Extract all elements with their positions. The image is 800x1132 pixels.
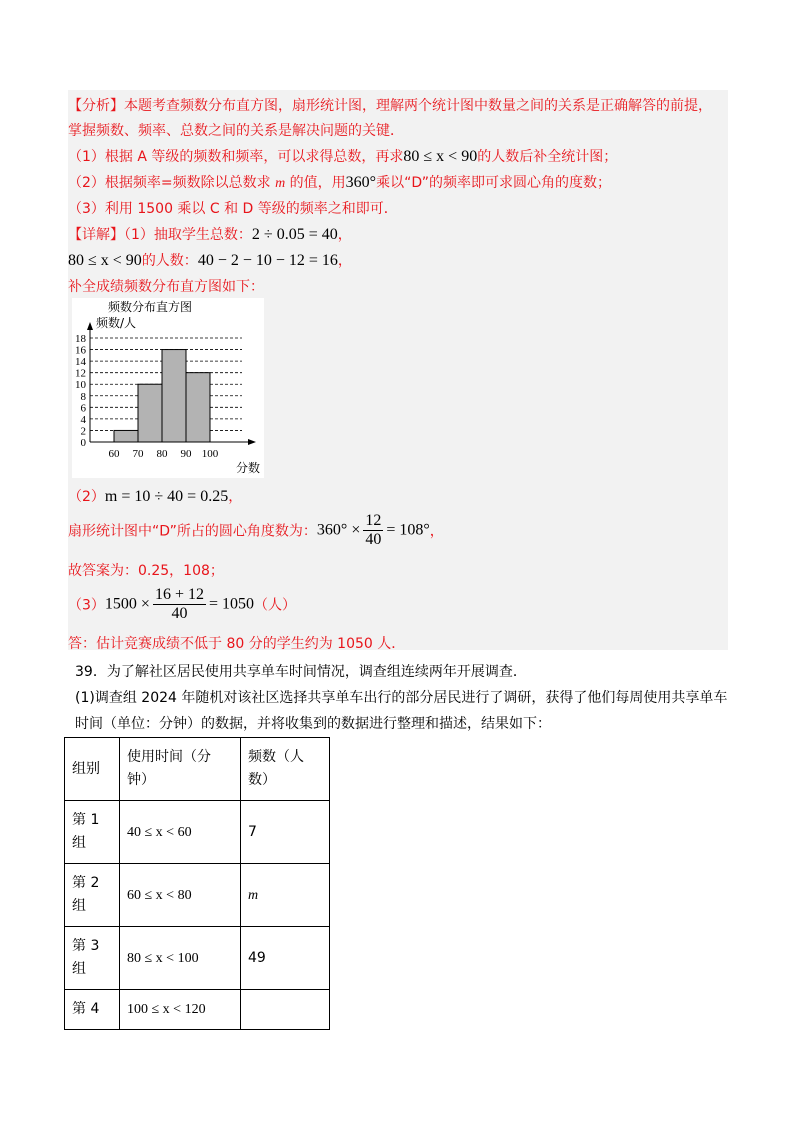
- x-tick-label: 100: [201, 448, 219, 460]
- sector-math-2: = 108°: [386, 521, 430, 539]
- part-2: [68, 486, 242, 506]
- histogram-bar: [114, 430, 138, 442]
- range-cell: 60 ≤ x < 80: [120, 864, 241, 927]
- part-3-math-1: 1500 ×: [104, 595, 150, 613]
- sector-denominator: 40: [365, 531, 382, 548]
- count-cell: 7: [241, 801, 330, 864]
- detail-line-1: [68, 224, 352, 244]
- y-tick-label: 6: [80, 402, 86, 415]
- y-tick-label: 8: [80, 390, 86, 403]
- x-axis-label: 分数: [236, 461, 261, 475]
- table-row: [65, 927, 330, 990]
- group-label: 第 4: [72, 1001, 100, 1017]
- histogram-bar: [138, 384, 162, 442]
- group-cell: [65, 801, 120, 864]
- table-header-row: [65, 738, 330, 801]
- group-label-2: 组: [72, 835, 86, 851]
- part-2-text: （2）: [68, 489, 105, 505]
- data-table: [64, 737, 330, 1030]
- step-2-text-c: 乘以“D”的频率即可求圆心角的度数；: [376, 175, 611, 191]
- part-3-denominator: 40: [171, 605, 188, 622]
- sector-text: 扇形统计图中“D”所占的圆心角度数为：: [68, 523, 317, 540]
- part-3-fraction: [153, 586, 206, 623]
- step-1-text: （1）根据 A 等级的频数和频率，可以求得总数，再求: [68, 149, 404, 165]
- group-label-2: 组: [72, 898, 86, 914]
- x-tick-label: 70: [132, 448, 144, 460]
- x-tick-label: 90: [180, 448, 192, 460]
- group-label: 第 1: [72, 812, 100, 828]
- group-label: 第 3: [72, 938, 100, 954]
- sector-numerator: 12: [365, 512, 382, 529]
- y-tick-label: 14: [75, 356, 86, 369]
- group-label-2: 组: [72, 961, 86, 977]
- part-3-unit: （人）: [254, 597, 297, 614]
- detail-2-math-1: 80 ≤ x < 90: [68, 252, 142, 269]
- step-3: （3）利用 1500 乘以 C 和 D 等级的频率之和即可．: [68, 201, 398, 217]
- y-tick-label: 4: [80, 413, 86, 426]
- step-1-text-b: 的人数后补全统计图；: [477, 149, 618, 165]
- detail-2-text-b: ，: [337, 253, 352, 269]
- header-time-1: 使用时间（分: [127, 749, 211, 765]
- range-cell: 40 ≤ x < 60: [120, 801, 241, 864]
- detail-2-math-2: 40 − 2 − 10 − 12 = 16: [197, 252, 338, 269]
- histogram-bar: [162, 350, 186, 442]
- y-tick-label: 10: [75, 379, 86, 392]
- final-answer: 答：估计竞赛成绩不低于 80 分的学生约为 1050 人．: [68, 636, 406, 652]
- detail-tag: 【详解】: [68, 227, 124, 243]
- x-tick-label: 60: [108, 448, 120, 460]
- step-2-m: m: [275, 176, 286, 191]
- step-2-text: （2）根据频率=频数除以总数求: [68, 175, 276, 191]
- group-cell: [65, 990, 120, 1030]
- question-line-2: (1)调查组 2024 年随机对该社区选择共享单车出行的部分居民进行了调研，获得了他们每周使用共享单车: [75, 690, 728, 706]
- table-row: [65, 990, 330, 1030]
- analysis-text-1: 本题考查频数分布直方图，扇形统计图，理解两个统计图中数量之间的关系是正确解答的前提，: [124, 98, 712, 114]
- histogram-bar: [186, 373, 210, 442]
- sector-math-1: 360° ×: [316, 521, 361, 539]
- chart-title: 频数分布直方图: [108, 300, 193, 314]
- step-1: [68, 146, 617, 166]
- table-row: [65, 801, 330, 864]
- range-cell: 80 ≤ x < 100: [120, 927, 241, 990]
- header-count: [241, 738, 330, 801]
- range-cell: 100 ≤ x < 120: [120, 990, 241, 1030]
- question-line-1: 39．为了解社区居民使用共享单车时间情况，调查组连续两年开展调查．: [75, 664, 527, 680]
- complete-text: 补全成绩频数分布直方图如下：: [68, 279, 264, 295]
- detail-1-text: （1）抽取学生总数：: [124, 227, 252, 243]
- count-cell: [241, 990, 330, 1030]
- y-tick-label: 0: [80, 437, 86, 449]
- detail-1-text-b: ，: [337, 227, 352, 243]
- y-tick-label: 2: [80, 425, 86, 438]
- y-tick-label: 18: [75, 333, 86, 345]
- step-1-math: 80 ≤ x < 90: [403, 148, 478, 165]
- part-3: [68, 586, 296, 623]
- sector-text-b: ，: [429, 523, 444, 540]
- step-2: [68, 172, 611, 192]
- detail-2-text: 的人数：: [141, 253, 198, 269]
- group-cell: [65, 927, 120, 990]
- group-cell: [65, 864, 120, 927]
- detail-line-2: [68, 250, 352, 270]
- header-time-2: 钟）: [127, 772, 155, 788]
- step-2-text-b: 的值，用: [285, 175, 346, 191]
- histogram-chart: [72, 298, 264, 478]
- question-line-3: 时间（单位：分钟）的数据，并将收集到的数据进行整理和描述，结果如下：: [75, 716, 551, 732]
- part-2-math: m = 10 ÷ 40 = 0.25: [104, 488, 229, 505]
- y-axis-label: 频数/人: [96, 316, 137, 330]
- header-group: 组别: [65, 738, 120, 801]
- count-cell: m: [241, 864, 330, 927]
- header-count-1: 频数（人: [248, 749, 304, 765]
- part-3-math-2: = 1050: [208, 595, 255, 613]
- y-tick-label: 16: [75, 344, 86, 357]
- sector-fraction: [363, 512, 383, 549]
- step-2-math: 360°: [345, 174, 377, 191]
- y-tick-label: 12: [75, 367, 86, 380]
- group-label: 第 2: [72, 875, 100, 891]
- part-3-text: （3）: [68, 597, 105, 614]
- part-3-numerator: 16 + 12: [154, 586, 204, 603]
- table-row: [65, 864, 330, 927]
- part-2-text-b: ，: [228, 489, 243, 505]
- answer-line: 故答案为：0.25，108；: [68, 563, 224, 579]
- count-cell: 49: [241, 927, 330, 990]
- sector-line: [68, 512, 444, 549]
- analysis-line-1: [68, 95, 712, 115]
- analysis-tag: 【分析】: [68, 98, 124, 114]
- x-tick-label: 80: [156, 448, 168, 460]
- header-count-2: 数）: [248, 772, 276, 788]
- header-time: [120, 738, 241, 801]
- analysis-line-2: 掌握频数、频率、总数之间的关系是解决问题的关键．: [68, 123, 404, 139]
- detail-1-math: 2 ÷ 0.05 = 40: [251, 226, 338, 243]
